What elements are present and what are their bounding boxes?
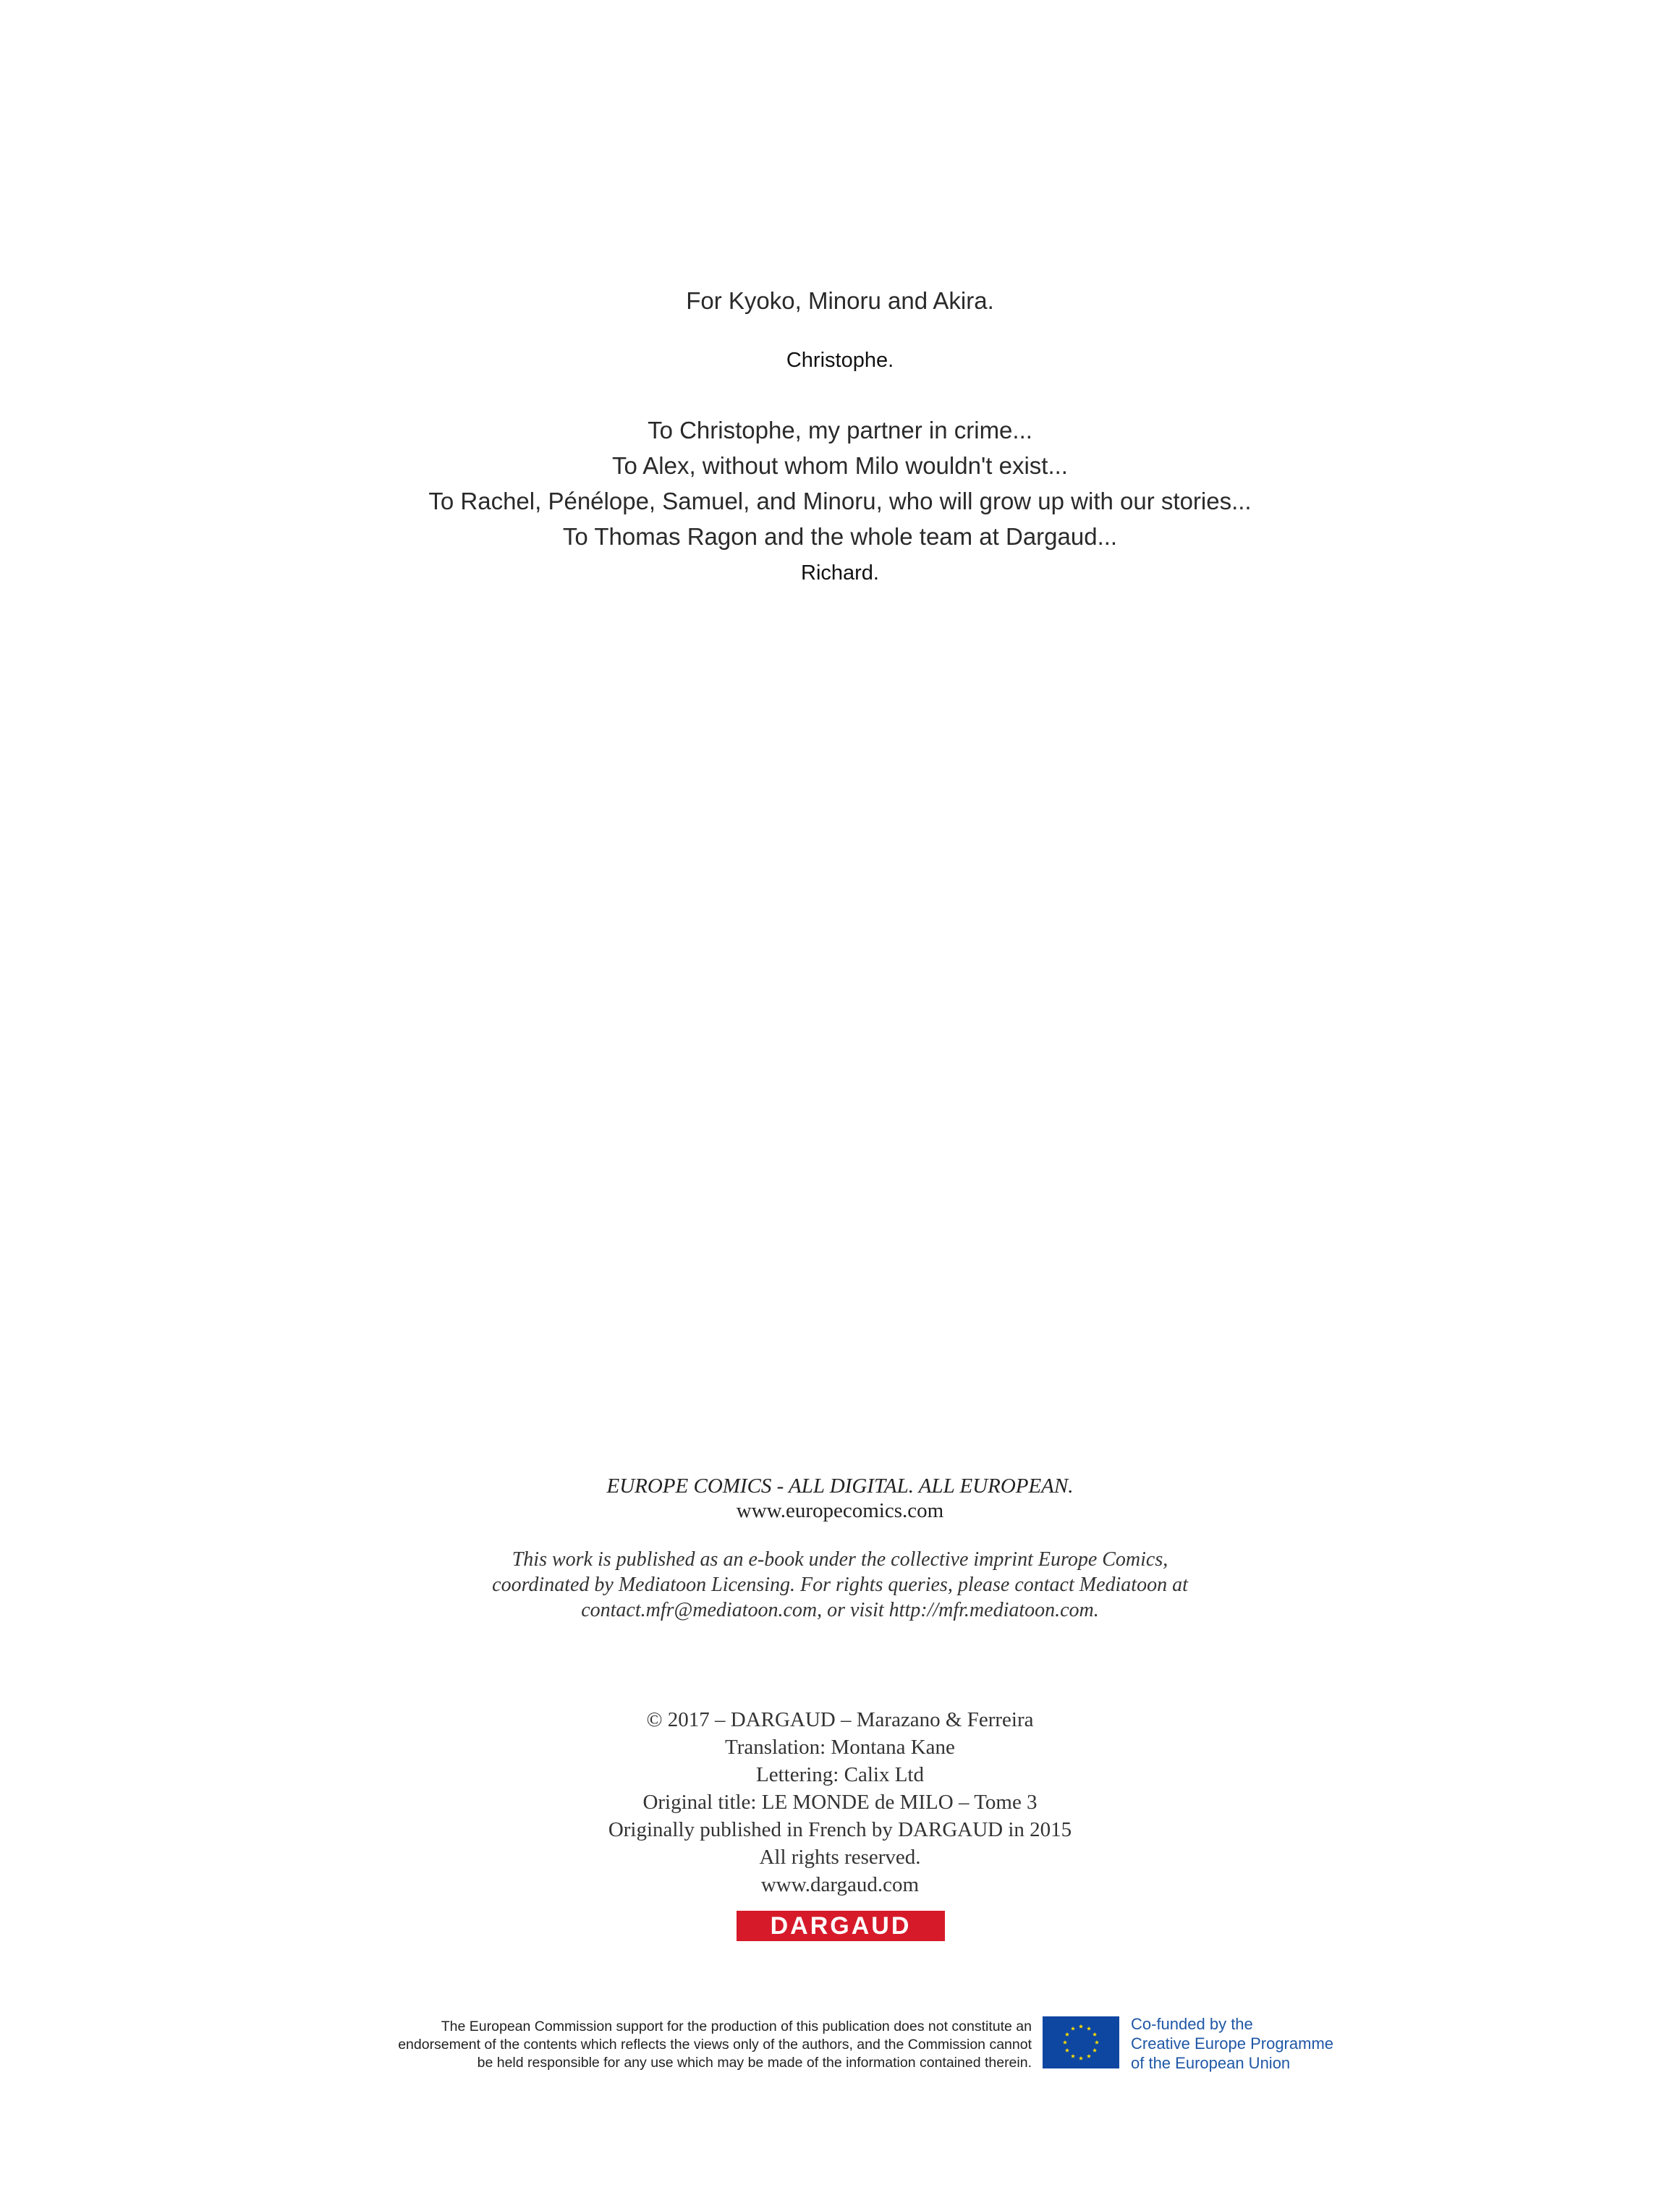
eu-star-icon [1065,2048,1069,2053]
eu-disclaimer-line: be held responsible for any use which may be made of the information contained therein. [477,2055,1032,2071]
credits [0,1706,1680,1898]
eu-star-icon [1087,2027,1091,2031]
rights-notice-line: This work is published as an e-book under the collective imprint Europe Comics, [512,1548,1168,1571]
dedication-second [0,412,1680,554]
eu-disclaimer [308,2018,1032,2072]
original-publication: Originally published in French by DARGAUD in 2015 [608,1818,1072,1841]
translation-credit: Translation: Montana Kane [725,1736,955,1759]
dedication-line: To Rachel, Pénélope, Samuel, and Minoru, who will grow up with our stories... [428,488,1252,514]
eu-star-icon [1079,2024,1083,2029]
eu-star-icon [1065,2032,1069,2037]
rights-notice-line: coordinated by Mediatoon Licensing. For rights queries, please contact Mediatoon at [492,1574,1188,1596]
dedication-line: To Alex, without whom Milo wouldn't exist... [612,452,1068,479]
eu-star-icon [1093,2048,1097,2053]
europe-comics-url[interactable]: www.europecomics.com [736,1499,944,1522]
cofunded-line: Co-funded by the [1131,2015,1253,2033]
eu-disclaimer-line: The European Commission support for the production of this publication does not constitute an [441,2019,1032,2034]
eu-star-icon [1093,2032,1097,2037]
eu-flag-icon [1043,2016,1119,2068]
original-title: Original title: LE MONDE de MILO – Tome 3 [642,1791,1038,1814]
eu-star-icon [1071,2027,1075,2031]
eu-disclaimer-line: endorsement of the contents which reflects the views only of the authors, and the Commission cannot [398,2037,1032,2053]
cofunded-notice [1131,2014,1362,2073]
copyright-line: © 2017 – DARGAUD – Marazano & Ferreira [646,1708,1034,1731]
cofunded-line: of the European Union [1131,2054,1291,2072]
eu-star-icon [1079,2056,1083,2061]
eu-star-icon [1071,2054,1075,2058]
dedication-first-signature: Christophe. [786,349,894,372]
dargaud-url[interactable]: www.dargaud.com [760,1873,920,1896]
eu-stars-icon [1043,2016,1119,2068]
europe-comics-tagline: EUROPE COMICS - ALL DIGITAL. ALL EUROPEAN. [606,1474,1074,1498]
rights-reserved: All rights reserved. [759,1846,921,1869]
dedication-second-signature: Richard. [801,561,879,585]
dedication-line: To Thomas Ragon and the whole team at Dargaud... [562,523,1118,550]
eu-star-icon [1095,2040,1099,2045]
eu-star-icon [1087,2054,1091,2058]
rights-notice [0,1547,1680,1623]
cofunded-line: Creative Europe Programme [1131,2034,1334,2053]
rights-notice-line: contact.mfr@mediatoon.com, or visit http://mfr.mediatoon.com. [581,1599,1099,1621]
dedication-line: To Christophe, my partner in crime... [648,417,1032,444]
lettering-credit: Lettering: Calix Ltd [756,1763,924,1786]
dedication-first: For Kyoko, Minoru and Akira. [686,287,994,314]
eu-star-icon [1063,2040,1067,2045]
dargaud-logo: DARGAUD [737,1911,945,1941]
